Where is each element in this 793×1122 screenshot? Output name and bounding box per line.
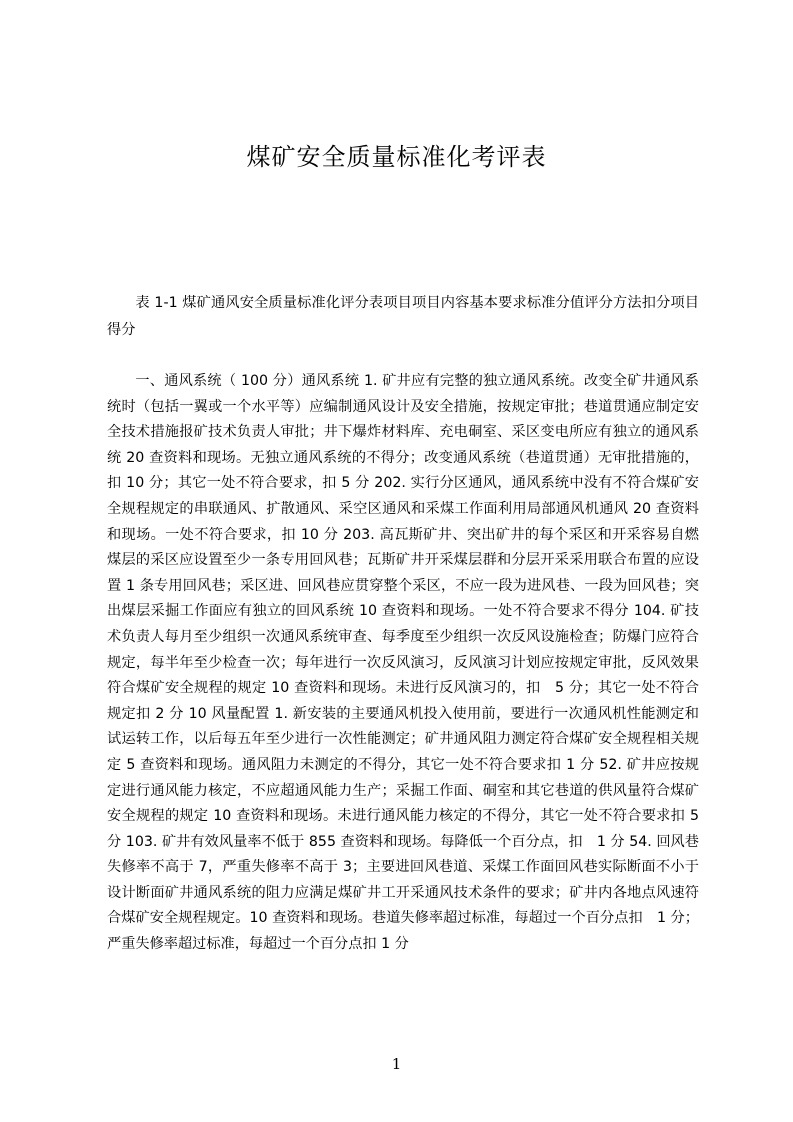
page-number: 1 [391,1055,402,1073]
document-title: 煤矿安全质量标准化考评表 [246,143,547,171]
table-caption-paragraph: 表 1-1 煤矿通风安全质量标准化评分表项目项目内容基本要求标准分值评分方法扣分项目得分 [107,295,699,338]
body-paragraph: 一、通风系统（ 100 分）通风系统 1. 矿井应有完整的独立通风系统。改变全矿井通风系统时（包括一翼或一个水平等）应编制通风设计及安全措施，按规定审批；巷道贯通应制定安全技术措施报矿技术负责人审批；井下爆炸材料库、充电硐室、采区变电所应有独立的通风系统 20 查资料和现场。无独立通风系统的不得分；改变通风系统（巷道贯通）无审批措施的，扣 10 分；其它一处不符合要求，扣 5 分 202. 实行分区通风，通风系统中没有不符合煤矿安全规程规定的串联通风、扩散通风、采空区通风和采煤工作面利用局部通风机通风 20 查资料和现场。一处不符合要求，扣 10 分 203. 高瓦斯矿井、突出矿井的每个采区和开采容易自燃煤层的采区应设置至少一条专用回风巷；瓦斯矿井开采煤层群和分层开采采用联合布置的应设置 1 条专用回风巷；采区进、回风巷应贯穿整个采区，不应一段为进风巷、一段为回风巷；突出煤层采掘工作面应有独立的回风系统 10 查资料和现场。一处不符合要求不得分 104. 矿技术负责人每月至少组织一次通风系统审查、每季度至少组织一次反风设施检查；防爆门应符合规定，每半年至少检查一次；每年进行一次反风演习，反风演习计划应按规定审批，反风效果符合煤矿安全规程的规定 10 查资料和现场。未进行反风演习的，扣 5 分；其它一处不符合规定扣 2 分 10 风量配置 1. 新安装的主要通风机投入使用前，要进行一次通风机性能测定和试运转工作，以后每五年至少进行一次性能测定；矿井通风阻力测定符合煤矿安全规程相关规定 5 查资料和现场。通风阻力未测定的不得分，其它一处不符合要求扣 1 分 52. 矿井应按规定进行通风能力核定，不应超通风能力生产；采掘工作面、硐室和其它巷道的供风量符合煤矿安全规程的规定 10 查资料和现场。未进行通风能力核定的不得分，其它一处不符合要求扣 5 分 103. 矿井有效风量率不低于 855 查资料和现场。每降低一个百分点，扣 1 分 54. 回风巷失修率不高于 7，严重失修率不高于 3；主要进回风巷道、采煤工作面回风巷实际断面不小于设计断面矿井通风系统的阻力应满足煤矿井工开采通风技术条件的要求；矿井内各地点风速符合煤矿安全规程规定。10 查资料和现场。巷道失修率超过标准，每超过一个百分点扣 1 分；严重失修率超过标准，每超过一个百分点扣 1 分 [107,373,699,953]
